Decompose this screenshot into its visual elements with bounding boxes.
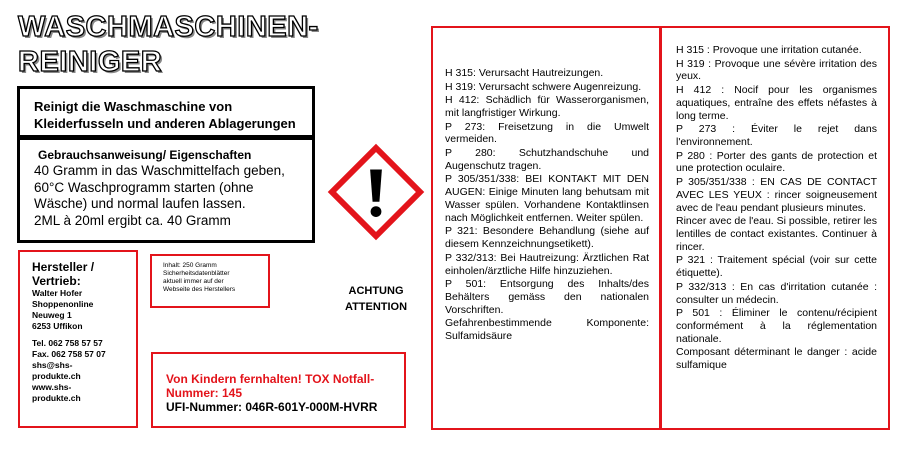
hazard-statement: P 332/313 : En cas d'irritation cutanée : consulter un médecin. [676,280,877,306]
ufi-number: UFI-Nummer: 046R-601Y-000M-HVRR [166,400,378,414]
manufacturer-phone: Tel. 062 758 57 57 [32,338,103,348]
ghs-exclamation-mark-icon [327,143,425,241]
hazard-statements-de [431,26,661,430]
hazard-statement: Rincer avec de l'eau. Si possible, retirer les lentilles de contact existantes. Continuer à rincer. [676,215,878,253]
hazard-statement: P 280 : Porter des gants de protection et une protection oculaire. [676,149,877,175]
hazard-statement: P 305/351/338 : EN CAS DE CONTACT AVEC LES YEUX : rincer soigneusement avec de l'eau pendant plusieurs minutes. [676,175,877,214]
hazard-statement: H 412: Schädlich für Wasserorganismen, mit langfristiger Wirkung. [445,94,649,119]
usage-box [17,137,315,243]
manufacturer-email: shs@shs- [32,360,73,370]
description-line2: Kleiderfusseln und anderen Ablagerungen [34,116,296,131]
hazard-component: Gefahrenbestimmende Komponente: Sulfamidsäure [445,317,649,343]
content-note-box [150,254,270,308]
manufacturer-line: 6253 Uffikon [32,321,83,331]
usage-line: 40 Gramm in das Waschmittelfach geben, [34,163,285,178]
manufacturer-line: Neuweg 1 [32,310,72,320]
product-title [18,10,319,80]
hazard-statement: P 501: Entsorgung des Inhalts/des Behälters gemäss den nationalen Vorschriften. [445,278,649,316]
manufacturer-line: Shoppenonline [32,299,94,309]
signal-word-fr: ATTENTION [344,301,408,313]
usage-line: Wäsche) und normal laufen lassen. [34,196,246,211]
manufacturer-website: www.shs- [32,382,72,392]
hazard-statement: H 315: Verursacht Hautreizungen. [445,67,604,79]
hazard-statement: H 315 : Provoque une irritation cutanée. [676,44,862,56]
content-note-line: Sicherheitsdatenblätter [163,270,230,277]
usage-heading: Gebrauchsanweisung/ Eigenschaften [38,148,252,162]
hazard-statement: P 273 : Éviter le rejet dans l'environnement. [676,123,877,148]
hazard-statement: P 501 : Éliminer le contenu/récipient conformément à la réglementation nationale. [676,307,877,345]
content-note-line: Webseite des Herstellers [163,286,236,293]
hazard-statement: P 305/351/338: BEI KONTAKT MIT DEN AUGEN: Einige Minuten lang behutsam mit Wasser spülen. Vorhandene Kontaktlinsen nach Möglichkeit entfernen. Weiter spülen. [445,173,649,224]
hazard-statement: H 319 : Provoque une sévère irritation des yeux. [676,57,877,83]
manufacturer-label: Vertrieb: [32,274,81,288]
hazard-statements-fr [660,26,890,430]
content-note-line: aktuell immer auf der [163,278,224,285]
hazard-statement: P 321 : Traitement spécial (voir sur cette étiquette). [676,254,877,280]
product-title-line1: WASCHMASCHINEN- [18,11,319,43]
hazard-component: Composant déterminant le danger : acide sulfamique [676,346,877,372]
product-title-line2: REINIGER [18,46,163,78]
manufacturer-fax: Fax. 062 758 57 07 [32,349,106,359]
warning-line: Von Kindern fernhalten! TOX Notfall- [166,372,375,386]
hazard-statement: H 319: Verursacht schwere Augenreizung. [445,80,642,93]
hazard-statement: P 321: Besondere Behandlung (siehe auf diesem Kennzeichnungsetikett). [445,225,649,251]
manufacturer-website: produkte.ch [32,393,81,403]
signal-word-de: ACHTUNG [348,285,404,297]
hazard-statement: P 332/313: Bei Hautreizung: Ärztlichen Rat einholen/ärztliche Hilfe hinzuziehen. [445,251,649,277]
signal-word [331,283,421,315]
content-note-line: Inhalt: 250 Gramm [163,262,217,269]
description-line1: Reinigt die Waschmaschine von [34,99,233,114]
manufacturer-box [18,250,138,428]
usage-line: 2ML à 20ml ergibt ca. 40 Gramm [34,212,231,228]
warning-box [151,352,406,428]
manufacturer-label: Hersteller / [32,260,95,274]
manufacturer-line: Walter Hofer [32,288,83,298]
hazard-statement: H 412 : Nocif pour les organismes aquatiques, entraîne des effets néfastes à long terme. [676,83,877,122]
description-box [17,86,315,138]
hazard-statement: P 273: Freisetzung in die Umwelt vermeiden. [445,120,649,146]
hazard-statement: P 280: Schutzhandschuhe und Augenschutz tragen. [445,146,649,172]
manufacturer-email: produkte.ch [32,371,81,381]
warning-line: Nummer: 145 [166,386,243,400]
usage-line: 60°C Waschprogramm starten (ohne [34,179,254,195]
